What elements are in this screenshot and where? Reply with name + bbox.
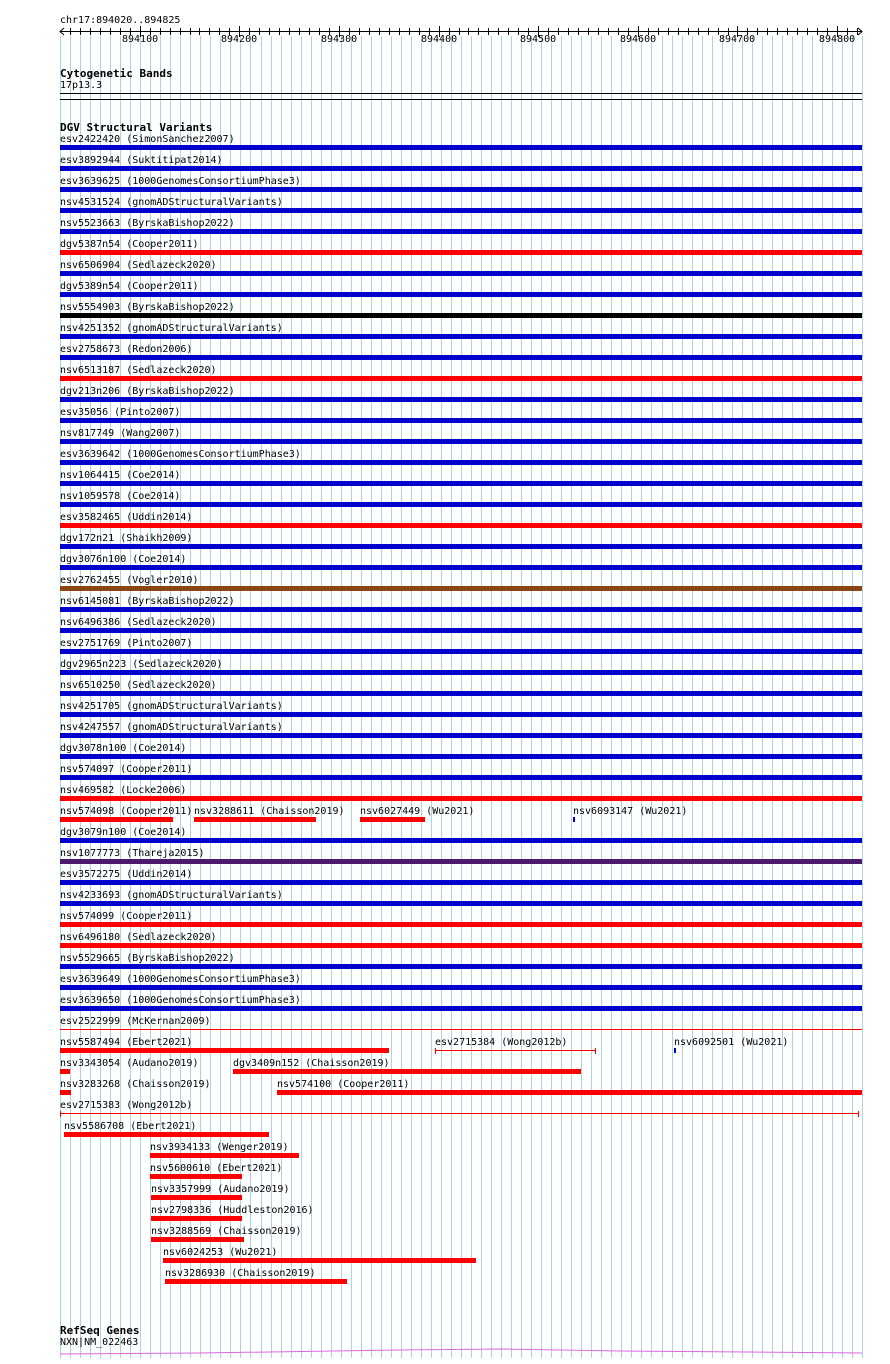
sv-label[interactable]: nsv5554903 (ByrskaBishop2022) xyxy=(60,302,235,313)
sv-label[interactable]: nsv574097 (Cooper2011) xyxy=(60,764,193,775)
sv-feature-bar[interactable] xyxy=(60,649,862,654)
sv-label[interactable]: nsv6513187 (Sedlazeck2020) xyxy=(60,365,217,376)
sv-feature-bar[interactable] xyxy=(60,733,862,738)
sv-feature-bar[interactable] xyxy=(60,481,862,486)
sv-label[interactable]: dgv5387n54 (Cooper2011) xyxy=(60,239,199,250)
sv-feature-bar[interactable] xyxy=(60,544,862,549)
refseq-gene-label[interactable]: NXN|NM_022463 xyxy=(60,1337,139,1348)
sv-feature-bar[interactable] xyxy=(60,607,862,612)
sv-label[interactable]: nsv3288569 (Chaisson2019) xyxy=(151,1226,302,1237)
sv-feature-bar[interactable] xyxy=(60,859,862,864)
sv-feature-bar[interactable] xyxy=(60,271,862,276)
sv-label[interactable]: esv3639625 (1000GenomesConsortiumPhase3) xyxy=(60,176,301,187)
sv-feature-bar[interactable] xyxy=(60,523,862,528)
sv-label[interactable]: dgv5389n54 (Cooper2011) xyxy=(60,281,199,292)
sv-label[interactable]: nsv6093147 (Wu2021) xyxy=(573,806,688,817)
dgv-track-title: DGV Structural Variants xyxy=(60,121,213,134)
sv-label[interactable]: nsv3283268 (Chaisson2019) xyxy=(60,1079,211,1090)
sv-feature-bar[interactable] xyxy=(674,1048,676,1053)
sv-feature-bar[interactable] xyxy=(60,1048,389,1053)
sv-label[interactable]: nsv2798336 (Huddleston2016) xyxy=(151,1205,314,1216)
sv-feature-bar[interactable] xyxy=(233,1069,581,1074)
sv-label[interactable]: esv3639642 (1000GenomesConsortiumPhase3) xyxy=(60,449,301,460)
sv-feature-bar[interactable] xyxy=(60,817,173,822)
sv-feature-bar[interactable] xyxy=(60,964,862,969)
sv-label[interactable]: dgv3409n152 (Chaisson2019) xyxy=(233,1058,390,1069)
sv-label[interactable]: nsv5523663 (ByrskaBishop2022) xyxy=(60,218,235,229)
sv-feature-bar[interactable] xyxy=(360,817,425,822)
sv-feature-bar[interactable] xyxy=(60,775,862,780)
ruler-tick-label: 894300 xyxy=(321,34,358,45)
sv-label[interactable]: nsv6027449 (Wu2021) xyxy=(360,806,475,817)
sv-feature-bar[interactable] xyxy=(60,460,862,465)
sv-label[interactable]: nsv4531524 (gnomADStructuralVariants) xyxy=(60,197,283,208)
sv-feature-bar[interactable] xyxy=(60,628,862,633)
sv-label[interactable]: nsv1059578 (Coe2014) xyxy=(60,491,181,502)
sv-feature-bar[interactable] xyxy=(60,712,862,717)
sv-feature-bar[interactable] xyxy=(60,502,862,507)
sv-label[interactable]: esv2751769 (Pinto2007) xyxy=(60,638,193,649)
sv-label[interactable]: nsv6145081 (ByrskaBishop2022) xyxy=(60,596,235,607)
sv-label[interactable]: nsv4251352 (gnomADStructuralVariants) xyxy=(60,323,283,334)
sv-feature-bar[interactable] xyxy=(60,187,862,192)
sv-label[interactable]: nsv6506904 (Sedlazeck2020) xyxy=(60,260,217,271)
sv-label[interactable]: esv2522999 (McKernan2009) xyxy=(60,1016,211,1027)
sv-label[interactable]: esv3572275 (Uddin2014) xyxy=(60,869,193,880)
sv-label[interactable]: esv2715383 (Wong2012b) xyxy=(60,1100,193,1111)
sv-feature-bar[interactable] xyxy=(60,586,862,591)
sv-label[interactable]: nsv574098 (Cooper2011) xyxy=(60,806,193,817)
sv-label[interactable]: dgv2965n223 (Sedlazeck2020) xyxy=(60,659,223,670)
sv-label[interactable]: nsv3357999 (Audano2019) xyxy=(151,1184,290,1195)
sv-feature-bar[interactable] xyxy=(60,418,862,423)
sv-feature-bar[interactable] xyxy=(573,817,575,822)
sv-feature-bar[interactable] xyxy=(150,1153,299,1158)
ruler-tick-label: 894800 xyxy=(819,34,856,45)
sv-label[interactable]: nsv3286930 (Chaisson2019) xyxy=(165,1268,316,1279)
sv-label[interactable]: nsv574100 (Cooper2011) xyxy=(277,1079,410,1090)
sv-label[interactable]: nsv469582 (Locke2006) xyxy=(60,785,187,796)
sv-feature-bar[interactable] xyxy=(165,1279,347,1284)
sv-feature-bar[interactable] xyxy=(60,1090,71,1095)
sv-label[interactable]: nsv6092501 (Wu2021) xyxy=(674,1037,789,1048)
refseq-track-title: RefSeq Genes xyxy=(60,1324,140,1337)
sv-feature-bar[interactable] xyxy=(60,922,862,927)
sv-feature-bar[interactable] xyxy=(60,250,862,255)
sv-label[interactable]: esv3892944 (Suktitipat2014) xyxy=(60,155,223,166)
sv-feature-bar[interactable] xyxy=(60,838,862,843)
sv-label[interactable]: nsv6496180 (Sedlazeck2020) xyxy=(60,932,217,943)
sv-label[interactable]: esv2715384 (Wong2012b) xyxy=(435,1037,568,1048)
sv-feature-bar[interactable] xyxy=(60,334,862,339)
sv-feature-bar[interactable] xyxy=(60,355,862,360)
sv-feature-bar[interactable] xyxy=(151,1216,242,1221)
sv-feature-bar[interactable] xyxy=(150,1174,242,1179)
sv-label[interactable]: nsv3343054 (Audano2019) xyxy=(60,1058,199,1069)
sv-feature-bar[interactable] xyxy=(60,292,862,297)
ruler-tick-label: 894500 xyxy=(520,34,557,45)
ruler-tick-label: 894700 xyxy=(719,34,756,45)
sv-label[interactable]: nsv1077773 (Thareja2015) xyxy=(60,848,205,859)
cytoband-track-title: Cytogenetic Bands xyxy=(60,67,173,80)
sv-label[interactable]: nsv5529665 (ByrskaBishop2022) xyxy=(60,953,235,964)
sv-feature-bar[interactable] xyxy=(60,376,862,381)
location-label: chr17:894020..894825 xyxy=(60,15,181,26)
ruler-tick-label: 894200 xyxy=(221,34,258,45)
sv-feature-bar[interactable] xyxy=(151,1195,242,1200)
sv-feature-bar[interactable] xyxy=(151,1237,244,1242)
sv-feature-line[interactable] xyxy=(60,1029,862,1030)
sv-feature-bar[interactable] xyxy=(163,1258,476,1263)
sv-feature-bar[interactable] xyxy=(60,313,862,318)
sv-feature-whisker[interactable] xyxy=(60,1111,860,1118)
sv-feature-bar[interactable] xyxy=(60,229,862,234)
sv-label[interactable]: nsv4251705 (gnomADStructuralVariants) xyxy=(60,701,283,712)
sv-label[interactable]: esv2422420 (SimonSanchez2007) xyxy=(60,134,235,145)
cytoband-line-top xyxy=(60,93,862,94)
sv-label[interactable]: nsv574099 (Cooper2011) xyxy=(60,911,193,922)
sv-label[interactable]: nsv5586708 (Ebert2021) xyxy=(64,1121,197,1132)
sv-feature-bar[interactable] xyxy=(60,397,862,402)
sv-label[interactable]: nsv1064415 (Coe2014) xyxy=(60,470,181,481)
sv-label[interactable]: esv3639649 (1000GenomesConsortiumPhase3) xyxy=(60,974,301,985)
sv-label[interactable]: esv2762455 (Vogler2010) xyxy=(60,575,199,586)
sv-feature-bar[interactable] xyxy=(60,565,862,570)
sv-feature-bar[interactable] xyxy=(194,817,316,822)
cytoband-name: 17p13.3 xyxy=(60,80,103,91)
ruler-tick-label: 894100 xyxy=(122,34,159,45)
sv-feature-bar[interactable] xyxy=(60,796,862,801)
sv-feature-bar[interactable] xyxy=(60,985,862,990)
sv-feature-bar[interactable] xyxy=(60,1006,862,1011)
sv-label[interactable]: nsv5600610 (Ebert2021) xyxy=(150,1163,283,1174)
refseq-gene-line[interactable] xyxy=(0,1346,890,1358)
sv-feature-bar[interactable] xyxy=(60,1069,70,1074)
sv-label[interactable]: dgv3079n100 (Coe2014) xyxy=(60,827,187,838)
sv-label[interactable]: nsv5587494 (Ebert2021) xyxy=(60,1037,193,1048)
sv-label[interactable]: esv3582465 (Uddin2014) xyxy=(60,512,193,523)
sv-label[interactable]: nsv4247557 (gnomADStructuralVariants) xyxy=(60,722,283,733)
sv-feature-bar[interactable] xyxy=(60,880,862,885)
sv-feature-bar[interactable] xyxy=(60,754,862,759)
sv-feature-bar[interactable] xyxy=(60,208,862,213)
sv-feature-bar[interactable] xyxy=(64,1132,269,1137)
sv-label[interactable]: dgv172n21 (Shaikh2009) xyxy=(60,533,193,544)
sv-label[interactable]: esv35056 (Pinto2007) xyxy=(60,407,181,418)
sv-label[interactable]: dgv3078n100 (Coe2014) xyxy=(60,743,187,754)
sv-feature-bar[interactable] xyxy=(60,145,862,150)
sv-label[interactable]: dgv213n206 (ByrskaBishop2022) xyxy=(60,386,235,397)
sv-label[interactable]: nsv3288611 (Chaisson2019) xyxy=(194,806,345,817)
sv-label[interactable]: dgv3076n100 (Coe2014) xyxy=(60,554,187,565)
sv-label[interactable]: nsv6024253 (Wu2021) xyxy=(163,1247,278,1258)
sv-feature-bar[interactable] xyxy=(60,166,862,171)
sv-feature-bar[interactable] xyxy=(60,943,862,948)
sv-feature-bar[interactable] xyxy=(60,670,862,675)
sv-feature-bar[interactable] xyxy=(60,439,862,444)
sv-label[interactable]: esv2758673 (Redon2006) xyxy=(60,344,193,355)
sv-label[interactable]: nsv3934133 (Wenger2019) xyxy=(150,1142,289,1153)
sv-feature-whisker[interactable] xyxy=(435,1048,597,1055)
sv-label[interactable]: nsv817749 (Wang2007) xyxy=(60,428,181,439)
sv-feature-bar[interactable] xyxy=(60,901,862,906)
ruler-tick-label: 894600 xyxy=(620,34,657,45)
sv-label[interactable]: nsv6510250 (Sedlazeck2020) xyxy=(60,680,217,691)
ruler-tick-label: 894400 xyxy=(421,34,458,45)
cytoband-line-bottom xyxy=(60,99,862,100)
sv-label[interactable]: nsv6496386 (Sedlazeck2020) xyxy=(60,617,217,628)
sv-label[interactable]: nsv4233693 (gnomADStructuralVariants) xyxy=(60,890,283,901)
sv-feature-bar[interactable] xyxy=(60,691,862,696)
sv-label[interactable]: esv3639650 (1000GenomesConsortiumPhase3) xyxy=(60,995,301,1006)
sv-feature-bar[interactable] xyxy=(277,1090,862,1095)
